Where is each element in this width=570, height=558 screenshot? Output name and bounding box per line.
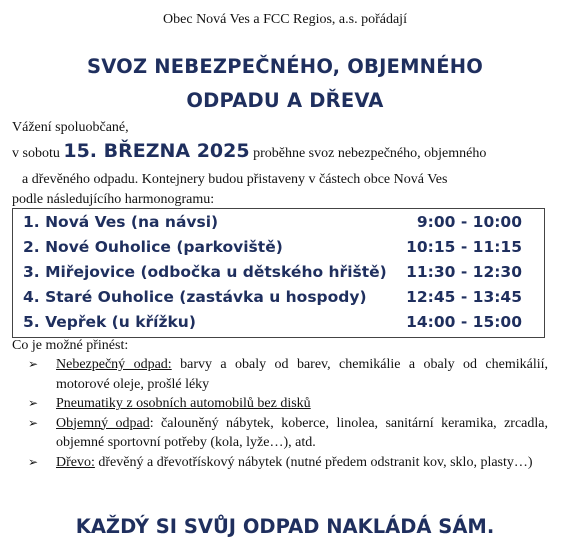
list-item <box>28 355 548 394</box>
title-line-2: ODPADU A DŘEVA <box>186 89 384 112</box>
schedule-place: 3. Miřejovice (odbočka u dětského hřiště) <box>23 263 387 281</box>
greeting: Vážení spoluobčané, <box>12 120 129 135</box>
list-item <box>28 453 548 473</box>
arrow-bullet-icon: ➢ <box>28 415 39 430</box>
schedule-box <box>12 208 545 338</box>
schedule-row <box>23 313 534 337</box>
paragraph-line-3: podle následujícího harmonogramu: <box>12 192 215 207</box>
items-heading: Co je možné přinést: <box>12 338 129 353</box>
schedule-row <box>23 238 534 262</box>
paragraph-prefix: v sobotu <box>12 146 60 161</box>
items-list <box>28 355 548 472</box>
schedule-row <box>23 288 534 312</box>
item-label: Objemný odpad <box>56 415 150 431</box>
footer-notice: KAŽDÝ SI SVŮJ ODPAD NAKLÁDÁ SÁM. <box>75 515 495 538</box>
item-text: barvy a obaly od barev, chemikálie a obaly od chemikálií, motorové oleje, prošlé léky <box>56 357 549 392</box>
schedule-time: 10:15 - 11:15 <box>406 238 522 256</box>
schedule-time: 9:00 - 10:00 <box>416 213 522 231</box>
schedule-place: 5. Vepřek (u křížku) <box>23 313 196 331</box>
schedule-row <box>23 263 534 287</box>
schedule-place: 2. Nové Ouholice (parkoviště) <box>23 238 283 256</box>
item-label: Dřevo: <box>56 454 95 470</box>
paragraph-suffix: proběhne svoz nebezpečného, objemného <box>253 146 487 161</box>
intro-line: Obec Nová Ves a FCC Regios, a.s. pořádají <box>163 12 407 27</box>
item-label: Pneumatiky z osobních automobilů bez disků <box>56 396 311 411</box>
event-date: 15. BŘEZNA 2025 <box>63 140 250 162</box>
schedule-time: 12:45 - 13:45 <box>406 288 522 306</box>
paragraph-line-1 <box>12 140 486 162</box>
title-line-1: SVOZ NEBEZPEČNÉHO, OBJEMNÉHO <box>86 55 484 78</box>
arrow-bullet-icon: ➢ <box>28 454 39 469</box>
schedule-time: 14:00 - 15:00 <box>406 313 522 331</box>
arrow-bullet-icon: ➢ <box>28 396 39 410</box>
item-label: Nebezpečný odpad: <box>56 357 172 372</box>
schedule-place: 4. Staré Ouholice (zastávka u hospody) <box>23 288 367 306</box>
item-text: : čalouněný nábytek, koberce, linolea, sanitární keramika, zrcadla, objemné sportovní potřeby (kola, lyže…), atd. <box>56 415 548 450</box>
arrow-bullet-icon: ➢ <box>28 357 39 371</box>
list-item <box>28 414 548 453</box>
schedule-place: 1. Nová Ves (na návsi) <box>23 213 219 231</box>
list-item <box>28 394 548 414</box>
schedule-row <box>23 213 534 237</box>
item-text: dřevěný a dřevotřískový nábytek (nutné předem odstranit kov, sklo, plasty…) <box>98 454 533 470</box>
schedule-time: 11:30 - 12:30 <box>406 263 522 281</box>
paragraph-line-2: a dřevěného odpadu. Kontejnery budou přistaveny v částech obce Nová Ves <box>22 172 448 187</box>
